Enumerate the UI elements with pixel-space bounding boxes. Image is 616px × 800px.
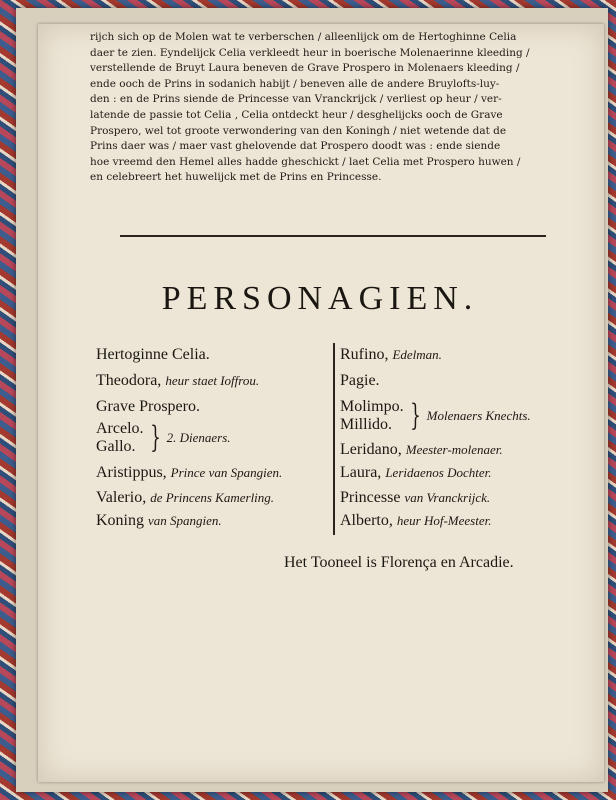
cast-name: Millido.	[340, 416, 393, 433]
column-divider	[333, 343, 335, 535]
cast-name: Laura,	[340, 464, 382, 481]
text-line: rijch sich op de Molen wat te verberschen / alleenlijck om de Hertoghinne Celia	[90, 31, 517, 43]
cast-entry	[340, 372, 380, 390]
cast-name: Valerio,	[96, 489, 147, 506]
text-line: en celebreert het huwelijck met de Prins en Princesse.	[90, 171, 382, 184]
cast-name: Gallo.	[96, 438, 136, 455]
cast-role: van Vranckrijck.	[404, 490, 491, 505]
text-line: latende de passie tot Celia , Celia ontdeckt heur / desghelijcks ooch de Grave	[90, 108, 503, 121]
cast-name: Hertoginne Celia.	[96, 346, 210, 363]
cast-name: Leridano,	[340, 441, 402, 458]
cast-name: Princesse	[340, 489, 401, 506]
cast-brace-group	[340, 398, 531, 434]
cast-entry	[96, 398, 200, 416]
text-line: daer te zien. Eyndelijck Celia verkleedt heur in boerische Molenaerinne kleeding /	[90, 46, 530, 59]
scene-note: Het Tooneel is Florença en Arcadie.	[284, 554, 514, 571]
cast-role: Leridaenos Dochter.	[385, 465, 492, 480]
cast-name: Rufino,	[340, 346, 389, 363]
text-line: Prospero, wel tot groote verwondering van den Koningh / niet wetende dat de	[90, 124, 507, 137]
cast-entry	[340, 512, 491, 530]
cast-name: Aristippus,	[96, 464, 167, 481]
cast-entry	[96, 464, 282, 482]
cast-name: Arcelo.	[96, 420, 144, 437]
cast-role: de Princens Kamerling.	[150, 490, 275, 505]
cast-role: Prince van Spangien.	[170, 465, 283, 480]
text-line: hoe vreemd den Hemel alles hadde gheschickt / laet Celia met Prospero huwen /	[90, 155, 521, 168]
cast-role: Edelman.	[392, 347, 442, 362]
cast-entry	[96, 372, 259, 390]
cast-name: Alberto,	[340, 512, 393, 529]
cast-entry	[96, 489, 274, 507]
cast-brace-group	[96, 420, 231, 456]
horizontal-rule	[120, 235, 546, 237]
cast-name: Theodora,	[96, 372, 162, 389]
cast-name: Grave Prospero.	[96, 398, 200, 415]
cast-entry	[340, 346, 442, 364]
brace-names	[96, 420, 144, 456]
cast-name: Koning	[96, 512, 144, 529]
text-line: verstellende de Bruyt Laura beneven de Grave Prospero in Molenaers kleeding /	[90, 62, 520, 75]
narrative-text	[90, 30, 602, 186]
cast-role: Molenaers Knechts.	[426, 408, 531, 423]
page-title: PERSONAGIEN.	[161, 280, 479, 317]
cast-entry	[96, 512, 222, 530]
cast-entry	[96, 346, 210, 364]
cast-name: Molimpo.	[340, 398, 404, 415]
cast-role: heur staet Ioffrou.	[165, 373, 260, 388]
brace-icon: }	[149, 420, 161, 455]
brace-icon: }	[409, 398, 421, 433]
cast-role: 2. Dienaers.	[166, 430, 231, 445]
cast-role: Meester-molenaer.	[405, 442, 503, 457]
text-line: ende ooch de Prins in sodanich habijt / beneven alle de andere Bruylofts-luy-	[90, 77, 500, 90]
text-line: den : en de Prins siende de Princesse van Vranckrijck / verliest op heur / ver-	[90, 93, 502, 106]
cast-entry	[340, 489, 490, 507]
cast-role: heur Hof-Meester.	[396, 513, 492, 528]
cast-role: van Spangien.	[148, 513, 222, 528]
cast-entry	[340, 441, 503, 459]
cast-name: Pagie.	[340, 372, 380, 389]
brace-names	[340, 398, 404, 434]
cast-entry	[340, 464, 491, 482]
text-line: Prins daer was / maer vast ghelovende dat Prospero doodt was : ende siende	[90, 140, 501, 153]
